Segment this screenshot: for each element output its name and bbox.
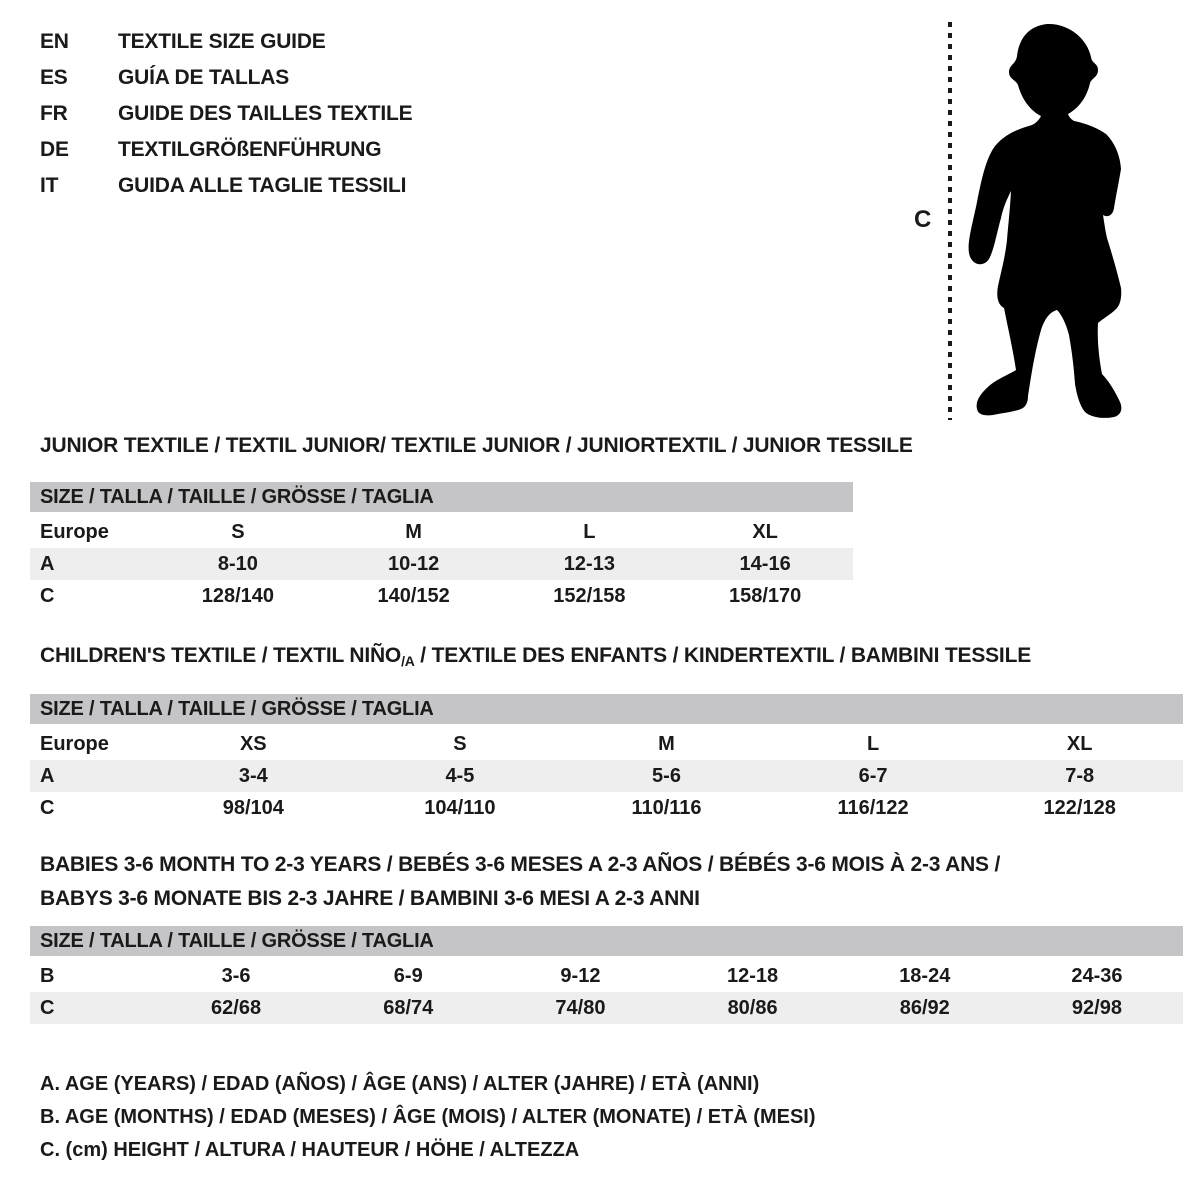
age-cell: 24-36 — [1071, 965, 1123, 987]
language-row — [40, 60, 412, 96]
section-title-line: BABIES 3-6 MONTH TO 2-3 YEARS / BEBÉS 3-6 MESES A 2-3 AÑOS / BÉBÉS 3-6 MOIS À 2-3 ANS / — [40, 853, 1001, 876]
row-label: A — [40, 765, 55, 787]
height-cell: 74/80 — [555, 997, 606, 1019]
language-title: TEXTILE SIZE GUIDE — [118, 30, 326, 53]
height-cell: 140/152 — [377, 585, 450, 607]
height-cell: 152/158 — [553, 585, 626, 607]
table-row — [30, 992, 1183, 1024]
language-code: FR — [40, 102, 68, 125]
size-cell: S — [231, 521, 245, 543]
legend-notes — [40, 1068, 816, 1167]
language-title: TEXTILGRÖßENFÜHRUNG — [118, 138, 382, 161]
height-cell: 104/110 — [424, 797, 496, 819]
size-cell: S — [453, 733, 467, 755]
height-measure-label: C — [914, 206, 932, 233]
section-title-childrens — [40, 644, 1031, 669]
language-title: GUIDE DES TAILLES TEXTILE — [118, 102, 413, 125]
age-cell: 18-24 — [899, 965, 951, 987]
height-cell: 92/98 — [1071, 997, 1122, 1019]
height-cell: 80/86 — [727, 997, 778, 1019]
language-title: GUÍA DE TALLAS — [118, 66, 290, 89]
row-label: C — [40, 585, 55, 607]
age-cell: 12-18 — [727, 965, 779, 987]
legend-note-c: C. (cm) HEIGHT / ALTURA / HAUTEUR / HÖHE / ALTEZZA — [40, 1139, 580, 1161]
language-row — [40, 168, 412, 204]
language-title: GUIDA ALLE TAGLIE TESSILI — [118, 174, 407, 197]
section-title-part: / TEXTILE DES ENFANTS / KINDERTEXTIL / BAMBINI TESSILE — [414, 644, 1032, 667]
size-cell: XS — [239, 733, 267, 755]
row-label: C — [40, 797, 55, 819]
language-code: IT — [40, 174, 59, 197]
language-title-list — [40, 24, 412, 204]
height-cell: 68/74 — [383, 997, 434, 1019]
age-cell: 12-13 — [563, 553, 615, 575]
age-cell: 7-8 — [1065, 765, 1095, 787]
table-header-band: SIZE / TALLA / TAILLE / GRÖSSE / TAGLIA — [30, 694, 1183, 724]
row-label: Europe — [40, 521, 109, 543]
row-label: C — [40, 997, 55, 1019]
table-row — [30, 728, 1183, 760]
row-label: B — [40, 965, 55, 987]
age-cell: 3-6 — [221, 965, 251, 987]
table-row — [30, 792, 1183, 824]
language-row — [40, 96, 412, 132]
language-code: EN — [40, 30, 69, 53]
toddler-silhouette-icon — [900, 14, 1160, 426]
junior-size-table — [30, 482, 853, 612]
age-cell: 9-12 — [560, 965, 601, 987]
section-title-part: CHILDREN'S TEXTILE / TEXTIL NIÑO — [40, 644, 402, 667]
age-cell: 14-16 — [739, 553, 791, 575]
age-cell: 5-6 — [652, 765, 681, 787]
size-cell: XL — [1066, 733, 1093, 755]
babies-size-table — [30, 926, 1183, 1024]
legend-note-a: A. AGE (YEARS) / EDAD (AÑOS) / ÂGE (ANS) / ALTER (JAHRE) / ETÀ (ANNI) — [40, 1073, 760, 1095]
table-row — [30, 548, 853, 580]
age-cell: 8-10 — [217, 553, 258, 575]
age-cell: 4-5 — [445, 765, 475, 787]
table-header-band: SIZE / TALLA / TAILLE / GRÖSSE / TAGLIA — [30, 482, 853, 512]
size-cell: L — [583, 521, 596, 543]
table-row — [30, 760, 1183, 792]
age-cell: 6-7 — [858, 765, 888, 787]
language-code: ES — [40, 66, 68, 89]
section-title-babies — [40, 848, 1000, 916]
size-cell: XL — [752, 521, 778, 543]
language-code: DE — [40, 138, 69, 161]
age-cell: 10-12 — [388, 553, 440, 575]
age-cell: 3-4 — [238, 765, 268, 787]
height-cell: 158/170 — [728, 585, 802, 607]
table-row — [30, 960, 1183, 992]
table-header-band: SIZE / TALLA / TAILLE / GRÖSSE / TAGLIA — [30, 926, 1183, 956]
section-title-junior: JUNIOR TEXTILE / TEXTIL JUNIOR/ TEXTILE JUNIOR / JUNIORTEXTIL / JUNIOR TESSILE — [40, 434, 913, 457]
row-label: A — [40, 553, 55, 575]
height-cell: 86/92 — [899, 997, 950, 1019]
age-cell: 6-9 — [393, 965, 423, 987]
size-cell: M — [658, 733, 675, 755]
height-cell: 116/122 — [837, 797, 909, 819]
table-row — [30, 516, 853, 548]
section-title-line: BABYS 3-6 MONATE BIS 2-3 JAHRE / BAMBINI 3-6 MESI A 2-3 ANNI — [40, 887, 700, 910]
size-cell: L — [866, 733, 880, 755]
size-cell: M — [405, 521, 422, 543]
section-title-subscript: /A — [401, 653, 415, 669]
language-row — [40, 132, 412, 168]
height-cell: 110/116 — [631, 797, 702, 819]
height-cell: 122/128 — [1043, 797, 1116, 819]
table-row — [30, 580, 853, 612]
legend-note-b: B. AGE (MONTHS) / EDAD (MESES) / ÂGE (MOIS) / ALTER (MONATE) / ETÀ (MESI) — [40, 1106, 816, 1128]
height-cell: 128/140 — [201, 585, 275, 607]
height-cell: 62/68 — [211, 997, 262, 1019]
childrens-size-table — [30, 694, 1183, 824]
row-label: Europe — [40, 733, 109, 755]
height-cell: 98/104 — [222, 797, 284, 819]
language-row — [40, 24, 412, 60]
